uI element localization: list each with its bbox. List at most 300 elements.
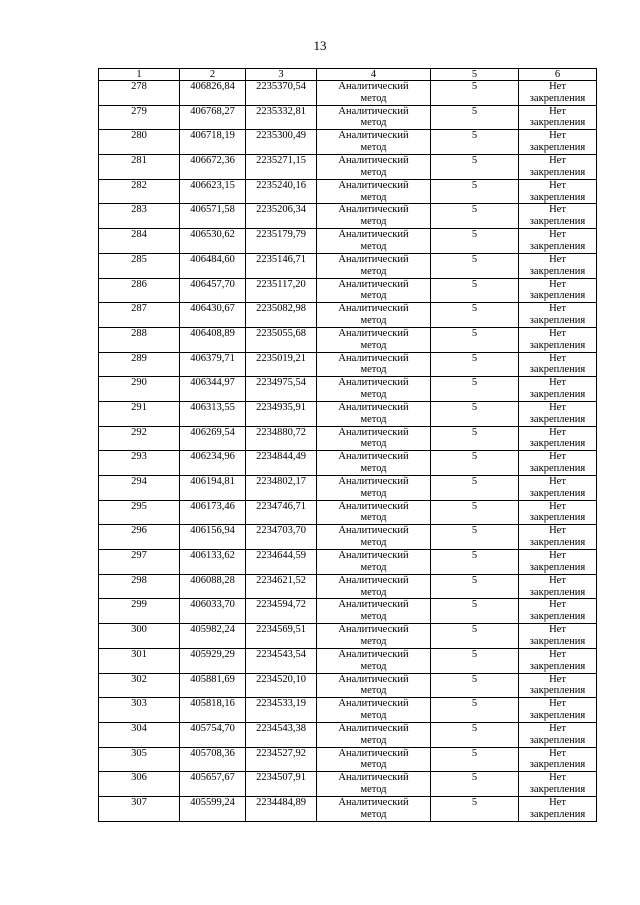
- point-number-cell: 295: [99, 500, 180, 525]
- fixation-line-1: Нет: [549, 327, 566, 339]
- method-line-1: Аналитический: [338, 772, 409, 784]
- method-line-1: Аналитический: [338, 500, 409, 512]
- fixation-cell: [519, 204, 597, 229]
- method-line-1: Аналитический: [338, 574, 409, 586]
- table-row: [99, 352, 597, 377]
- fixation-line-2: закрепления: [529, 166, 586, 178]
- point-number-cell: 301: [99, 648, 180, 673]
- method-cell: [317, 204, 431, 229]
- y-coordinate-cell: 2235019,21: [246, 352, 317, 377]
- y-coordinate-cell: 2235179,79: [246, 229, 317, 254]
- table-row: [99, 327, 597, 352]
- x-coordinate-cell: 406173,46: [180, 500, 246, 525]
- method-line-1: Аналитический: [338, 278, 409, 290]
- fixation-line-2: закрепления: [529, 463, 586, 475]
- table-row: [99, 204, 597, 229]
- point-number-cell: 281: [99, 155, 180, 180]
- method-line-2: метод: [360, 784, 387, 796]
- method-cell: [317, 673, 431, 698]
- x-coordinate-cell: 406571,58: [180, 204, 246, 229]
- point-number-cell: 305: [99, 747, 180, 772]
- fixation-cell: [519, 130, 597, 155]
- column-header-2: 2: [180, 69, 246, 81]
- fixation-cell: [519, 698, 597, 723]
- accuracy-cell: 5: [431, 155, 519, 180]
- accuracy-cell: 5: [431, 105, 519, 130]
- method-cell: [317, 747, 431, 772]
- y-coordinate-cell: 2235055,68: [246, 327, 317, 352]
- table-row: [99, 722, 597, 747]
- accuracy-cell: 5: [431, 179, 519, 204]
- fixation-line-2: закрепления: [529, 240, 586, 252]
- fixation-cell: [519, 525, 597, 550]
- fixation-line-1: Нет: [549, 624, 566, 636]
- method-line-2: метод: [360, 364, 387, 376]
- fixation-line-2: закрепления: [529, 808, 586, 820]
- accuracy-cell: 5: [431, 624, 519, 649]
- fixation-line-2: закрепления: [529, 512, 586, 524]
- x-coordinate-cell: 405708,36: [180, 747, 246, 772]
- accuracy-cell: 5: [431, 229, 519, 254]
- accuracy-cell: 5: [431, 525, 519, 550]
- accuracy-cell: 5: [431, 204, 519, 229]
- fixation-line-2: закрепления: [529, 290, 586, 302]
- table-row: [99, 525, 597, 550]
- fixation-line-2: закрепления: [529, 660, 586, 672]
- accuracy-cell: 5: [431, 426, 519, 451]
- method-line-2: метод: [360, 290, 387, 302]
- fixation-line-2: закрепления: [529, 265, 586, 277]
- fixation-line-2: закрепления: [529, 413, 586, 425]
- accuracy-cell: 5: [431, 401, 519, 426]
- table-row: [99, 574, 597, 599]
- fixation-line-1: Нет: [549, 451, 566, 463]
- method-cell: [317, 278, 431, 303]
- x-coordinate-cell: 406672,36: [180, 155, 246, 180]
- fixation-line-1: Нет: [549, 772, 566, 784]
- y-coordinate-cell: 2234935,91: [246, 401, 317, 426]
- table-row: [99, 401, 597, 426]
- table-row: [99, 500, 597, 525]
- point-number-cell: 280: [99, 130, 180, 155]
- fixation-line-1: Нет: [549, 476, 566, 487]
- method-cell: [317, 229, 431, 254]
- y-coordinate-cell: 2235370,54: [246, 81, 317, 106]
- x-coordinate-cell: 406623,15: [180, 179, 246, 204]
- fixation-cell: [519, 377, 597, 402]
- table-row: [99, 81, 597, 106]
- y-coordinate-cell: 2234703,70: [246, 525, 317, 550]
- method-line-1: Аналитический: [338, 451, 409, 463]
- method-cell: [317, 401, 431, 426]
- accuracy-cell: 5: [431, 327, 519, 352]
- method-line-2: метод: [360, 561, 387, 573]
- fixation-line-2: закрепления: [529, 759, 586, 771]
- method-cell: [317, 550, 431, 575]
- accuracy-cell: 5: [431, 796, 519, 821]
- fixation-cell: [519, 476, 597, 501]
- fixation-cell: [519, 747, 597, 772]
- y-coordinate-cell: 2234520,10: [246, 673, 317, 698]
- x-coordinate-cell: 406269,54: [180, 426, 246, 451]
- method-cell: [317, 130, 431, 155]
- fixation-line-2: закрепления: [529, 339, 586, 351]
- fixation-line-1: Нет: [549, 401, 566, 413]
- table-row: [99, 426, 597, 451]
- method-line-2: метод: [360, 808, 387, 820]
- y-coordinate-cell: 2234507,91: [246, 772, 317, 797]
- fixation-line-1: Нет: [549, 550, 566, 562]
- fixation-line-1: Нет: [549, 500, 566, 512]
- method-line-1: Аналитический: [338, 229, 409, 241]
- fixation-line-2: закрепления: [529, 487, 586, 499]
- point-number-cell: 306: [99, 772, 180, 797]
- y-coordinate-cell: 2234844,49: [246, 451, 317, 476]
- point-number-cell: 279: [99, 105, 180, 130]
- method-line-1: Аналитический: [338, 624, 409, 636]
- accuracy-cell: 5: [431, 500, 519, 525]
- fixation-line-1: Нет: [549, 698, 566, 710]
- fixation-cell: [519, 500, 597, 525]
- method-cell: [317, 81, 431, 106]
- method-line-1: Аналитический: [338, 648, 409, 660]
- fixation-cell: [519, 574, 597, 599]
- method-line-2: метод: [360, 463, 387, 475]
- point-number-cell: 307: [99, 796, 180, 821]
- method-line-1: Аналитический: [338, 204, 409, 216]
- x-coordinate-cell: 405982,24: [180, 624, 246, 649]
- point-number-cell: 289: [99, 352, 180, 377]
- method-line-2: метод: [360, 586, 387, 598]
- x-coordinate-cell: 406194,81: [180, 476, 246, 501]
- y-coordinate-cell: 2234644,59: [246, 550, 317, 575]
- y-coordinate-cell: 2235082,98: [246, 303, 317, 328]
- y-coordinate-cell: 2235117,20: [246, 278, 317, 303]
- y-coordinate-cell: 2234569,51: [246, 624, 317, 649]
- accuracy-cell: 5: [431, 550, 519, 575]
- method-cell: [317, 574, 431, 599]
- method-cell: [317, 772, 431, 797]
- y-coordinate-cell: 2235146,71: [246, 253, 317, 278]
- accuracy-cell: 5: [431, 648, 519, 673]
- method-cell: [317, 377, 431, 402]
- fixation-cell: [519, 673, 597, 698]
- table-row: [99, 155, 597, 180]
- method-cell: [317, 253, 431, 278]
- column-header-1: 1: [99, 69, 180, 81]
- method-line-1: Аналитический: [338, 426, 409, 438]
- column-header-4: 4: [317, 69, 431, 81]
- y-coordinate-cell: 2234533,19: [246, 698, 317, 723]
- fixation-cell: [519, 722, 597, 747]
- fixation-line-1: Нет: [549, 253, 566, 265]
- fixation-line-2: закрепления: [529, 142, 586, 154]
- table-row: [99, 476, 597, 501]
- x-coordinate-cell: 406826,84: [180, 81, 246, 106]
- method-line-1: Аналитический: [338, 105, 409, 117]
- x-coordinate-cell: 405881,69: [180, 673, 246, 698]
- fixation-cell: [519, 352, 597, 377]
- x-coordinate-cell: 406088,28: [180, 574, 246, 599]
- table-row: [99, 229, 597, 254]
- accuracy-cell: 5: [431, 722, 519, 747]
- point-number-cell: 278: [99, 81, 180, 106]
- method-line-1: Аналитический: [338, 81, 409, 92]
- fixation-line-1: Нет: [549, 130, 566, 142]
- fixation-line-1: Нет: [549, 673, 566, 685]
- table-row: [99, 451, 597, 476]
- method-line-2: метод: [360, 685, 387, 697]
- fixation-line-2: закрепления: [529, 389, 586, 401]
- fixation-line-2: закрепления: [529, 685, 586, 697]
- column-header-5: 5: [431, 69, 519, 81]
- method-line-1: Аналитический: [338, 599, 409, 611]
- table-row: [99, 599, 597, 624]
- accuracy-cell: 5: [431, 599, 519, 624]
- point-number-cell: 283: [99, 204, 180, 229]
- table-row: [99, 179, 597, 204]
- table-row: [99, 698, 597, 723]
- method-line-2: метод: [360, 339, 387, 351]
- fixation-line-1: Нет: [549, 525, 566, 537]
- fixation-line-1: Нет: [549, 722, 566, 734]
- fixation-cell: [519, 303, 597, 328]
- y-coordinate-cell: 2235271,15: [246, 155, 317, 180]
- method-line-2: метод: [360, 537, 387, 549]
- fixation-line-1: Нет: [549, 377, 566, 389]
- point-number-cell: 293: [99, 451, 180, 476]
- method-line-1: Аналитический: [338, 673, 409, 685]
- accuracy-cell: 5: [431, 772, 519, 797]
- method-line-2: метод: [360, 265, 387, 277]
- x-coordinate-cell: 405929,29: [180, 648, 246, 673]
- y-coordinate-cell: 2234543,38: [246, 722, 317, 747]
- fixation-cell: [519, 179, 597, 204]
- point-number-cell: 288: [99, 327, 180, 352]
- method-line-1: Аналитический: [338, 476, 409, 487]
- fixation-cell: [519, 599, 597, 624]
- point-number-cell: 296: [99, 525, 180, 550]
- method-line-1: Аналитический: [338, 722, 409, 734]
- accuracy-cell: 5: [431, 574, 519, 599]
- fixation-cell: [519, 648, 597, 673]
- y-coordinate-cell: 2234543,54: [246, 648, 317, 673]
- coordinates-table: [98, 68, 597, 822]
- point-number-cell: 292: [99, 426, 180, 451]
- method-line-1: Аналитический: [338, 179, 409, 191]
- fixation-line-2: закрепления: [529, 364, 586, 376]
- method-cell: [317, 599, 431, 624]
- fixation-line-2: закрепления: [529, 561, 586, 573]
- method-cell: [317, 722, 431, 747]
- accuracy-cell: 5: [431, 278, 519, 303]
- x-coordinate-cell: 406379,71: [180, 352, 246, 377]
- method-line-2: метод: [360, 759, 387, 771]
- y-coordinate-cell: 2234527,92: [246, 747, 317, 772]
- fixation-cell: [519, 550, 597, 575]
- fixation-line-2: закрепления: [529, 709, 586, 721]
- accuracy-cell: 5: [431, 698, 519, 723]
- y-coordinate-cell: 2235300,49: [246, 130, 317, 155]
- table-row: [99, 772, 597, 797]
- table-row: [99, 624, 597, 649]
- fixation-cell: [519, 155, 597, 180]
- fixation-line-1: Нет: [549, 574, 566, 586]
- table-row: [99, 796, 597, 821]
- method-cell: [317, 624, 431, 649]
- fixation-line-1: Нет: [549, 599, 566, 611]
- fixation-line-2: закрепления: [529, 734, 586, 746]
- table-header-row: [99, 69, 597, 81]
- fixation-cell: [519, 401, 597, 426]
- method-line-2: метод: [360, 216, 387, 228]
- table-row: [99, 105, 597, 130]
- method-line-2: метод: [360, 191, 387, 203]
- fixation-cell: [519, 451, 597, 476]
- table-row: [99, 377, 597, 402]
- fixation-line-1: Нет: [549, 179, 566, 191]
- method-line-1: Аналитический: [338, 525, 409, 537]
- method-cell: [317, 105, 431, 130]
- x-coordinate-cell: 406234,96: [180, 451, 246, 476]
- method-line-1: Аналитический: [338, 253, 409, 265]
- table-body: [99, 81, 597, 822]
- method-cell: [317, 796, 431, 821]
- method-line-1: Аналитический: [338, 155, 409, 167]
- method-line-2: метод: [360, 709, 387, 721]
- x-coordinate-cell: 405657,67: [180, 772, 246, 797]
- fixation-line-1: Нет: [549, 426, 566, 438]
- x-coordinate-cell: 406313,55: [180, 401, 246, 426]
- method-line-2: метод: [360, 92, 387, 104]
- method-line-1: Аналитический: [338, 130, 409, 142]
- x-coordinate-cell: 406033,70: [180, 599, 246, 624]
- method-line-2: метод: [360, 117, 387, 129]
- method-line-1: Аналитический: [338, 550, 409, 562]
- table-row: [99, 747, 597, 772]
- accuracy-cell: 5: [431, 253, 519, 278]
- fixation-line-1: Нет: [549, 648, 566, 660]
- column-header-6: 6: [519, 69, 597, 81]
- point-number-cell: 303: [99, 698, 180, 723]
- point-number-cell: 300: [99, 624, 180, 649]
- method-line-1: Аналитический: [338, 303, 409, 315]
- fixation-line-2: закрепления: [529, 537, 586, 549]
- method-line-2: метод: [360, 438, 387, 450]
- x-coordinate-cell: 406768,27: [180, 105, 246, 130]
- fixation-cell: [519, 327, 597, 352]
- fixation-cell: [519, 278, 597, 303]
- x-coordinate-cell: 406530,62: [180, 229, 246, 254]
- point-number-cell: 284: [99, 229, 180, 254]
- y-coordinate-cell: 2234594,72: [246, 599, 317, 624]
- fixation-cell: [519, 229, 597, 254]
- page-number: 13: [313, 38, 327, 53]
- fixation-line-1: Нет: [549, 105, 566, 117]
- method-cell: [317, 303, 431, 328]
- accuracy-cell: 5: [431, 352, 519, 377]
- point-number-cell: 298: [99, 574, 180, 599]
- method-line-1: Аналитический: [338, 327, 409, 339]
- method-cell: [317, 500, 431, 525]
- y-coordinate-cell: 2234484,89: [246, 796, 317, 821]
- method-line-2: метод: [360, 240, 387, 252]
- fixation-cell: [519, 105, 597, 130]
- accuracy-cell: 5: [431, 377, 519, 402]
- method-cell: [317, 451, 431, 476]
- x-coordinate-cell: 406430,67: [180, 303, 246, 328]
- x-coordinate-cell: 406344,97: [180, 377, 246, 402]
- accuracy-cell: 5: [431, 476, 519, 501]
- table-row: [99, 550, 597, 575]
- method-cell: [317, 179, 431, 204]
- accuracy-cell: 5: [431, 747, 519, 772]
- accuracy-cell: 5: [431, 303, 519, 328]
- y-coordinate-cell: 2235332,81: [246, 105, 317, 130]
- x-coordinate-cell: 406156,94: [180, 525, 246, 550]
- fixation-line-1: Нет: [549, 278, 566, 290]
- fixation-line-1: Нет: [549, 229, 566, 241]
- fixation-line-1: Нет: [549, 204, 566, 216]
- point-number-cell: 302: [99, 673, 180, 698]
- method-line-2: метод: [360, 611, 387, 623]
- point-number-cell: 282: [99, 179, 180, 204]
- method-cell: [317, 352, 431, 377]
- fixation-line-2: закрепления: [529, 784, 586, 796]
- point-number-cell: 290: [99, 377, 180, 402]
- y-coordinate-cell: 2234621,52: [246, 574, 317, 599]
- fixation-cell: [519, 772, 597, 797]
- point-number-cell: 287: [99, 303, 180, 328]
- fixation-line-1: Нет: [549, 155, 566, 167]
- fixation-line-2: закрепления: [529, 635, 586, 647]
- x-coordinate-cell: 406133,62: [180, 550, 246, 575]
- fixation-line-1: Нет: [549, 747, 566, 759]
- table-row: [99, 278, 597, 303]
- point-number-cell: 299: [99, 599, 180, 624]
- x-coordinate-cell: 406408,89: [180, 327, 246, 352]
- fixation-line-1: Нет: [549, 303, 566, 315]
- fixation-line-1: Нет: [549, 352, 566, 364]
- point-number-cell: 286: [99, 278, 180, 303]
- method-line-1: Аналитический: [338, 352, 409, 364]
- method-cell: [317, 525, 431, 550]
- fixation-line-2: закрепления: [529, 314, 586, 326]
- fixation-cell: [519, 624, 597, 649]
- y-coordinate-cell: 2235240,16: [246, 179, 317, 204]
- method-line-2: метод: [360, 413, 387, 425]
- accuracy-cell: 5: [431, 81, 519, 106]
- method-line-2: метод: [360, 389, 387, 401]
- accuracy-cell: 5: [431, 451, 519, 476]
- method-line-1: Аналитический: [338, 698, 409, 710]
- method-cell: [317, 426, 431, 451]
- x-coordinate-cell: 406718,19: [180, 130, 246, 155]
- y-coordinate-cell: 2234880,72: [246, 426, 317, 451]
- fixation-cell: [519, 796, 597, 821]
- column-header-3: 3: [246, 69, 317, 81]
- method-line-2: метод: [360, 660, 387, 672]
- accuracy-cell: 5: [431, 673, 519, 698]
- y-coordinate-cell: 2234746,71: [246, 500, 317, 525]
- fixation-line-2: закрепления: [529, 438, 586, 450]
- method-line-2: метод: [360, 635, 387, 647]
- point-number-cell: 291: [99, 401, 180, 426]
- method-line-1: Аналитический: [338, 796, 409, 808]
- table-row: [99, 648, 597, 673]
- point-number-cell: 304: [99, 722, 180, 747]
- fixation-line-2: закрепления: [529, 216, 586, 228]
